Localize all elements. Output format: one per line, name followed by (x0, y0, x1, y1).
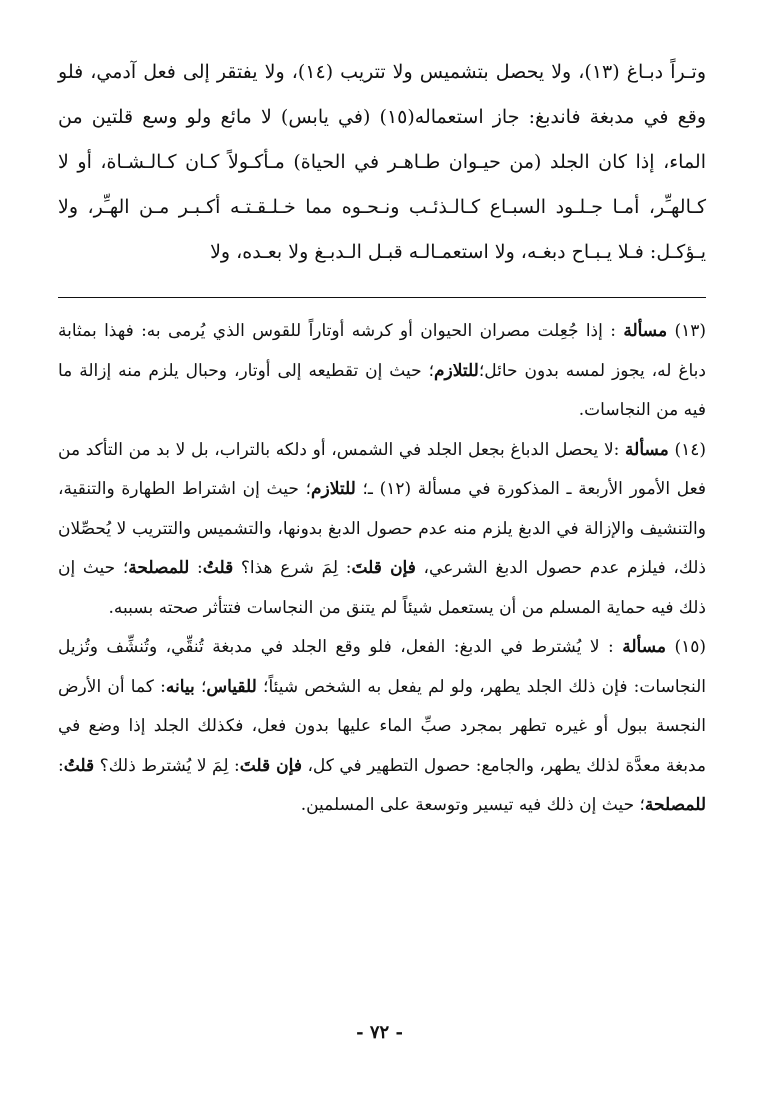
footnote-bold: للقياس (206, 676, 257, 697)
page-number: - ٧٢ - (356, 1022, 403, 1043)
footnote-text: إذا جُعِلت مصران الحيوان أو كرشه أوتاراً للقوس الذي يُرمى به: فهذا بمثابة دباغ له، يجوز لمسه بدون حائل؛ (58, 321, 706, 381)
footnote-number: (١٣) (674, 321, 706, 341)
footnote-bold: للمصلحة (644, 795, 706, 815)
footnote-text: لا يُشترط في الدبغ: الفعل، فلو وقع الجلد في مدبغة تُنقِّي، وتُنشِّف وتُزيل النجاسات: فإن ذلك الجلد يطهر، ولو لم يفعل به الشخص شيئاً؛ (58, 637, 707, 697)
footnote-bold: للمصلحة (128, 558, 190, 578)
footnote-bold: بيانه (165, 676, 195, 697)
footnote-text: ؛ حيث إن اشتراط الطهارة والتنقية، والتنشيف والإزالة في الدبغ يلزم منه عدم حصول الدبغ بدونها، والتشميس والتتريب لا يُحصِّلان ذلك، فيلزم عدم حصول الدبغ الشرعي، (58, 479, 706, 578)
footnote-term: مسألة (623, 321, 668, 341)
footnote-separator: : (599, 637, 623, 657)
footnote-bold: فإن قلتَ (239, 755, 302, 776)
footnote-divider (58, 297, 706, 298)
footnote-number: (١٥) (674, 637, 706, 657)
footnote-text: : لِمَ شرع هذا؟ (240, 558, 352, 578)
main-text (58, 50, 706, 275)
footnote-separator: : (613, 439, 626, 460)
footnote-bold: قلتُ (63, 755, 95, 776)
footnote-text: ؛ حيث إن ذلك فيه حماية المسلم من أن يستعمل شيئاً لم يتنق من النجاسات فتتأثر صحته بسببه. (58, 558, 706, 618)
footnote-15 (58, 628, 706, 826)
footnote-14 (58, 431, 706, 629)
footnote-text: : (58, 755, 64, 776)
footnote-number: (١٤) (674, 439, 707, 460)
footnote-bold: فإن قلتَ (351, 558, 416, 578)
footnote-term: مسألة (622, 637, 666, 657)
footnote-text: لا يحصل الدباغ بجعل الجلد في الشمس، أو دلكه بالتراب، بل لا بد من التأكد من فعل الأمور الأربعة ـ المذكورة في مسألة (١٢) ـ؛ (58, 439, 706, 499)
footnote-text: ؛ حيث إن تقطيعه إلى أوتار، وحبال يلزم منه إزالة ما فيه من النجاسات. (58, 360, 706, 420)
footnote-text: : لِمَ لا يُشترط ذلك؟ (99, 755, 240, 776)
footnote-text: : كما أن الأرض النجسة ببول أو غيره تطهر بمجرد صبِّ الماء عليها بدون فعل، فكذلك الجلد إذا وضع في مدبغة معدَّة لذلك يطهر، والجامع: حصول التطهير في كل، (58, 676, 707, 776)
footnote-bold: للتلازم (433, 360, 479, 381)
footnote-term: مسألة (625, 439, 669, 460)
footnote-separator: : (602, 321, 624, 341)
footnote-bold: للتلازم (310, 479, 356, 499)
footnote-text: : (197, 558, 203, 578)
main-paragraph: وتـراً دبـاغ (١٣)، ولا يحصل بتشميس ولا تتريب (١٤)، ولا يفتقر إلى فعل آدمي، فلو وقع في مدبغة فاندبغ: جاز استعماله(١٥) (في يابس) لا مائع ولو وسع قلتين من الماء، إذا كان الجلد (من حيـوان طـاهـر في الحياة) مـأكـولاً كـان كـالـشـاة، أو لا كـالهـِّر، أمـا جـلـود السبـاع كـالـذئـب ونـحـوه مما خـلـقـتـه أكـبـر مـن الهـِّر، ولا يـؤكـل: فـلا يـبـاح دبغـه، ولا استعمـالـه قبـل الـدبـغ ولا بعـده، ولا (58, 61, 706, 263)
footnote-bold: قلتُ (202, 558, 234, 578)
footnote-text: ؛ (200, 676, 207, 697)
page-content (58, 50, 706, 826)
footnotes (58, 312, 706, 826)
footnote-text: ؛ حيث إن ذلك فيه تيسير وتوسعة على المسلمين. (300, 795, 645, 815)
footnote-13 (58, 312, 706, 431)
